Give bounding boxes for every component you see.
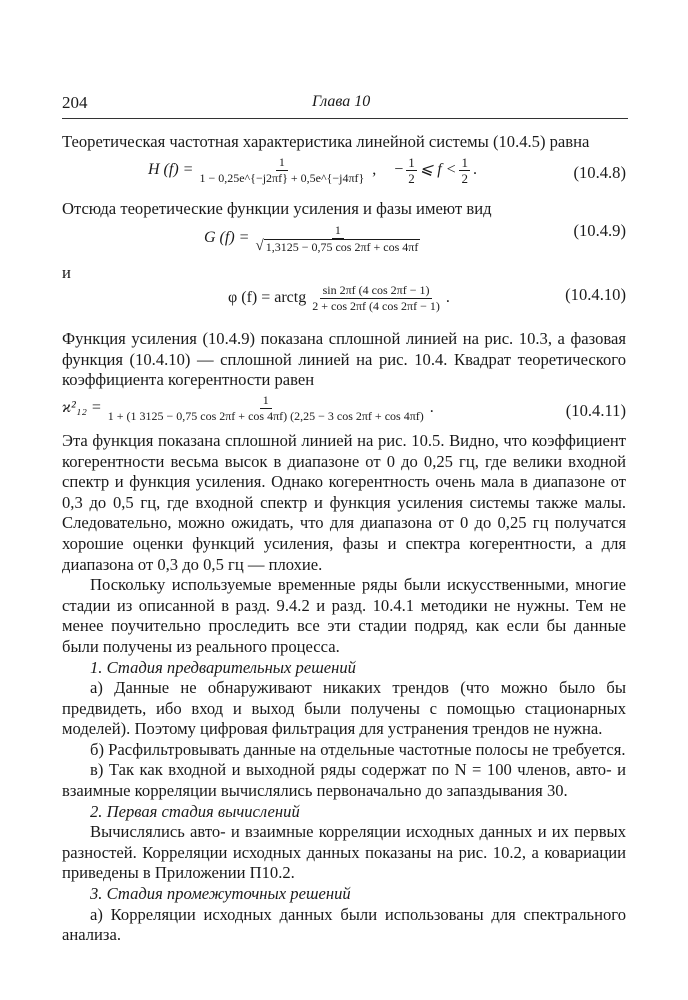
eq-half-fraction-2	[459, 155, 470, 186]
eq-lhs: φ (f) = arctg	[228, 289, 307, 307]
equation-number: (10.4.8)	[573, 162, 626, 182]
item-a-spectral: а) Корреляции исходных данных были использованы для спектрального анализа.	[62, 904, 626, 945]
equation-number: (10.4.10)	[565, 285, 626, 305]
eq-fraction	[196, 155, 367, 186]
equation-10-4-10	[62, 283, 626, 323]
conjunction-and: и	[62, 263, 71, 283]
heading-stage-2: 2. Первая стадия вычислений	[90, 801, 300, 821]
eq-condition-minus: −	[394, 160, 404, 178]
eq-denominator: 1 + (1 3125 − 0,75 cos 2πf + cos 4πf) (2,25 − 3 cos 2πf + cos 4πf)	[107, 408, 424, 423]
eq-numerator: sin 2πf (4 cos 2πf − 1)	[320, 283, 433, 299]
item-c-correlations: в) Так как входной и выходной ряды содержат по N = 100 членов, авто- и взаимные корреляции вычислялись первоначально до запаздывания 30.	[62, 760, 626, 801]
item-a-trends: а) Данные не обнаруживают никаких трендов (что можно было бы предвидеть, ибо вход и выход были получены с помощью стационарных моделей). Поэтому цифровая фильтрация для устранения трендов не нужна.	[62, 678, 626, 739]
paragraph-coherence: Эта функция показана сплошной линией на рис. 10.5. Видно, что коэффициент когерентности весьма высок в диапазоне от 0 до 0,25 гц, где велики входной спектр и функция усиления. Однако когерентность очень мала в диапазоне от 0,3 до 0,5 гц, где входной спектр и функция усиления системы также малы. Следовательно, можно ожидать, что для диапазона от 0 до 0,25 гц получатся хорошие оценки функций усиления, фазы и спектра когерентности, а для диапазона от 0,3 до 0,5 гц — плохие.	[62, 430, 626, 574]
page-number: 204	[62, 93, 88, 112]
equation-number: (10.4.9)	[573, 221, 626, 241]
page-body	[62, 132, 626, 946]
paragraph-gain-phase: Функция усиления (10.4.9) показана сплошной линией на рис. 10.3, а фазовая функция (10.4.10) — сплошной линией на рис. 10.4. Квадрат теоретического коэффициента когерентности равен	[62, 329, 626, 390]
item-b-filtering: б) Расфильтровывать данные на отдельные частотные полосы не требуется.	[90, 739, 626, 759]
eq-numerator: 1	[332, 223, 344, 239]
eq-fraction	[105, 393, 427, 424]
eq-half-fraction	[406, 155, 417, 186]
eq-sqrt-denominator	[252, 239, 423, 254]
eq-denominator: 1,3125 − 0,75 cos 2πf + cos 4πf	[265, 240, 419, 255]
eq-half2-den: 2	[461, 170, 468, 186]
paragraph-first-computations: Вычислялись авто- и взаимные корреляции исходных данных и их первых разностей. Корреляции исходных данных показаны на рис. 10.2, а ковариации приведены в Приложении П10.2.	[62, 822, 626, 883]
eq-half2-num: 1	[461, 154, 468, 170]
eq-lhs: H (f) =	[148, 160, 194, 178]
eq-numerator: 1	[260, 393, 272, 409]
conjunction-row	[62, 263, 626, 283]
eq-dot: .	[429, 399, 434, 417]
eq-half-den: 2	[408, 170, 415, 186]
eq-dot: .	[472, 160, 477, 178]
equation-10-4-8: H (f) = $\frac{1}{1 - 0,25e\^{}\{-j2\pi f\} + 0,5e\^{}\{-j4\pi f\}}$ , − $\frac{1}{2}$ ⩽ f < $\frac{1}{2}$ . (10.4.8)	[148, 154, 626, 186]
eq-denominator: 1 − 0,25e^{−j2πf} + 0,5e^{−j4πf}	[199, 170, 365, 185]
eq-lhs: ϰ²₁₂ =	[62, 399, 102, 417]
paragraph-intro: Теоретическая частотная характеристика линейной системы (10.4.5) равна	[62, 132, 590, 151]
eq-denominator: 2 + cos 2πf (4 cos 2πf − 1)	[312, 299, 440, 314]
eq-numerator: 1	[276, 155, 288, 171]
heading-stage-1: 1. Стадия предварительных решений	[90, 657, 356, 677]
eq-dot: .	[445, 289, 450, 307]
chapter-title: Глава 10	[312, 93, 371, 110]
paragraph-functions: Отсюда теоретические функции усиления и фазы имеют вид	[62, 198, 492, 218]
running-header	[62, 93, 626, 115]
equation-10-4-9	[62, 219, 626, 263]
eq-inequality: ⩽ f <	[419, 160, 457, 178]
equation-number: (10.4.11)	[565, 400, 626, 420]
equation-10-4-11	[62, 391, 626, 431]
paragraph-artificial-series: Поскольку используемые временные ряды были искусственными, многие стадии из описанной в разд. 9.4.2 и разд. 10.4.1 методики не нужны. Тем не менее поучительно проследить все эти стадии подряд, как если бы данные были получены из реального процесса.	[62, 575, 626, 656]
eq-fraction	[252, 223, 423, 254]
sqrt-sign: √	[255, 238, 264, 255]
heading-stage-3: 3. Стадия промежуточных решений	[90, 884, 351, 904]
eq-half-num: 1	[408, 154, 415, 170]
header-rule	[62, 118, 628, 119]
eq-fraction	[309, 283, 443, 314]
eq-lhs: G (f) =	[204, 229, 250, 247]
